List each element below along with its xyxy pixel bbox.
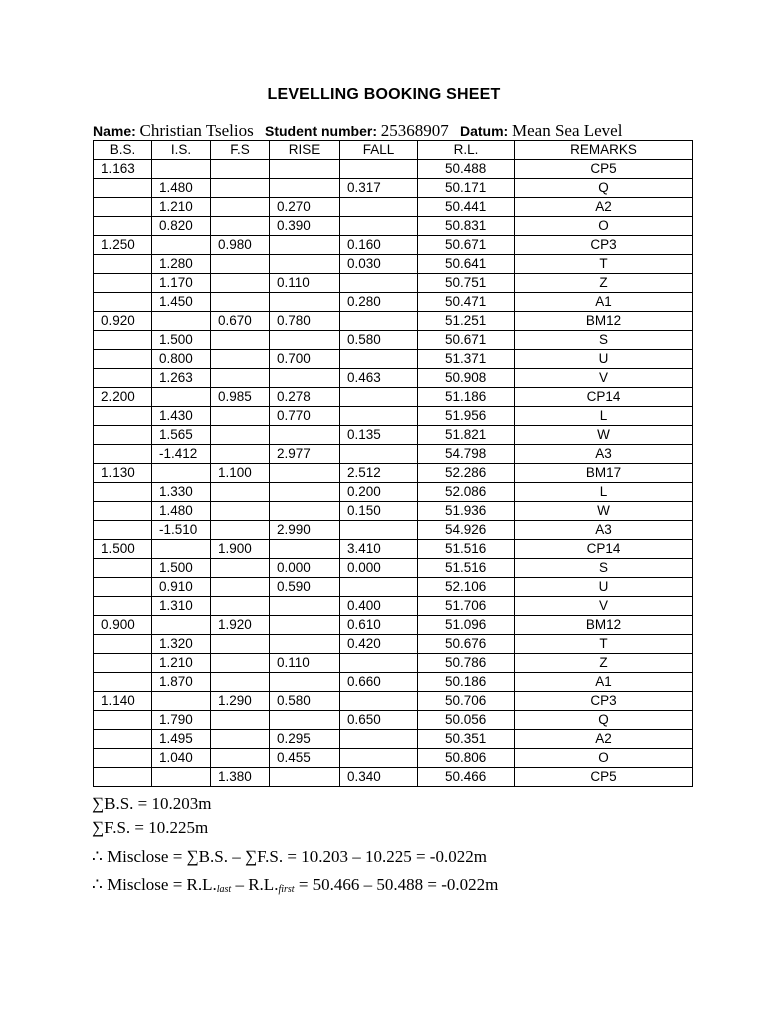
cell-fs [211, 350, 270, 369]
header-fs: F.S [211, 141, 270, 160]
cell-fall: 0.280 [340, 293, 418, 312]
cell-is: 1.170 [152, 274, 211, 293]
cell-rl: 54.798 [418, 445, 515, 464]
table-row [94, 616, 693, 635]
cell-remarks: A3 [515, 521, 693, 540]
cell-fs: 0.980 [211, 236, 270, 255]
cell-remarks: Q [515, 179, 693, 198]
cell-fs [211, 274, 270, 293]
cell-rise [270, 236, 340, 255]
cell-bs [94, 502, 152, 521]
cell-remarks: CP14 [515, 540, 693, 559]
cell-fs: 1.920 [211, 616, 270, 635]
cell-is [152, 540, 211, 559]
cell-rl: 50.831 [418, 217, 515, 236]
cell-remarks: W [515, 502, 693, 521]
cell-bs: 0.920 [94, 312, 152, 331]
cell-remarks: CP3 [515, 236, 693, 255]
cell-bs [94, 635, 152, 654]
misclose-line-1: ∴ Misclose = ∑B.S. – ∑F.S. = 10.203 – 10.225 = -0.022m [92, 847, 487, 866]
cell-is: 0.910 [152, 578, 211, 597]
cell-bs [94, 407, 152, 426]
cell-bs [94, 426, 152, 445]
cell-rise: 2.977 [270, 445, 340, 464]
cell-is: 1.320 [152, 635, 211, 654]
cell-is: 1.330 [152, 483, 211, 502]
table-row [94, 369, 693, 388]
cell-rise: 0.390 [270, 217, 340, 236]
cell-fall: 0.580 [340, 331, 418, 350]
cell-fall: 0.150 [340, 502, 418, 521]
student-info-line [93, 121, 622, 142]
cell-is: 1.263 [152, 369, 211, 388]
cell-bs [94, 521, 152, 540]
table-row [94, 711, 693, 730]
page-title: LEVELLING BOOKING SHEET [267, 86, 501, 103]
cell-is: 1.500 [152, 559, 211, 578]
table-row [94, 654, 693, 673]
cell-remarks: A3 [515, 445, 693, 464]
cell-rise [270, 160, 340, 179]
table-row [94, 350, 693, 369]
cell-rl: 54.926 [418, 521, 515, 540]
cell-is: 1.450 [152, 293, 211, 312]
header-remarks: REMARKS [515, 141, 693, 160]
cell-bs [94, 483, 152, 502]
cell-bs [94, 559, 152, 578]
cell-fall [340, 521, 418, 540]
cell-rise [270, 483, 340, 502]
sum-fs-line: ∑F.S. = 10.225m [92, 818, 209, 837]
cell-remarks: CP5 [515, 160, 693, 179]
datum-value: Mean Sea Level [511, 121, 623, 140]
cell-remarks: CP5 [515, 768, 693, 787]
cell-rise: 0.580 [270, 692, 340, 711]
cell-rise [270, 179, 340, 198]
cell-fall: 0.000 [340, 559, 418, 578]
cell-rise: 2.990 [270, 521, 340, 540]
cell-fall [340, 160, 418, 179]
cell-is: -1.412 [152, 445, 211, 464]
cell-remarks: U [515, 350, 693, 369]
cell-fall [340, 217, 418, 236]
cell-fall [340, 407, 418, 426]
header-fall: FALL [340, 141, 418, 160]
cell-bs [94, 673, 152, 692]
cell-fs [211, 483, 270, 502]
cell-fall [340, 578, 418, 597]
table-row [94, 635, 693, 654]
cell-fs [211, 635, 270, 654]
misclose-2-mid: – R.L. [231, 875, 279, 894]
cell-bs [94, 293, 152, 312]
cell-remarks: L [515, 483, 693, 502]
cell-remarks: O [515, 217, 693, 236]
table-row [94, 540, 693, 559]
cell-is: -1.510 [152, 521, 211, 540]
cell-rise [270, 673, 340, 692]
cell-fs [211, 426, 270, 445]
cell-remarks: CP3 [515, 692, 693, 711]
cell-rise [270, 711, 340, 730]
cell-rl: 50.671 [418, 331, 515, 350]
cell-is [152, 692, 211, 711]
table-row [94, 426, 693, 445]
cell-rl: 50.466 [418, 768, 515, 787]
cell-rl: 50.751 [418, 274, 515, 293]
cell-is: 1.565 [152, 426, 211, 445]
table-header-row [94, 141, 693, 160]
table-row [94, 730, 693, 749]
cell-rl: 50.676 [418, 635, 515, 654]
cell-fall: 3.410 [340, 540, 418, 559]
cell-fs: 1.290 [211, 692, 270, 711]
cell-remarks: A2 [515, 198, 693, 217]
cell-rl: 51.706 [418, 597, 515, 616]
cell-fall: 0.160 [340, 236, 418, 255]
table-row [94, 293, 693, 312]
cell-bs [94, 331, 152, 350]
table-row [94, 236, 693, 255]
cell-is: 1.280 [152, 255, 211, 274]
cell-rise: 0.770 [270, 407, 340, 426]
cell-fall [340, 730, 418, 749]
cell-rl: 50.351 [418, 730, 515, 749]
table-row [94, 160, 693, 179]
cell-fs: 1.100 [211, 464, 270, 483]
cell-rise: 0.000 [270, 559, 340, 578]
cell-is [152, 616, 211, 635]
cell-remarks: A2 [515, 730, 693, 749]
cell-fall: 0.030 [340, 255, 418, 274]
cell-bs: 2.200 [94, 388, 152, 407]
cell-remarks: T [515, 255, 693, 274]
table-row [94, 331, 693, 350]
cell-fs [211, 369, 270, 388]
cell-rl: 50.186 [418, 673, 515, 692]
misclose-2-sub-first: first [278, 884, 295, 895]
cell-rise [270, 255, 340, 274]
cell-fs [211, 730, 270, 749]
cell-bs [94, 198, 152, 217]
cell-bs [94, 654, 152, 673]
cell-rise [270, 635, 340, 654]
cell-fall [340, 312, 418, 331]
cell-fs [211, 331, 270, 350]
cell-fall: 0.610 [340, 616, 418, 635]
cell-is: 1.210 [152, 198, 211, 217]
cell-fs [211, 502, 270, 521]
cell-remarks: A1 [515, 293, 693, 312]
cell-fall [340, 749, 418, 768]
cell-remarks: V [515, 597, 693, 616]
misclose-line-2 [92, 875, 498, 895]
cell-bs [94, 179, 152, 198]
cell-rl: 51.096 [418, 616, 515, 635]
table-row [94, 388, 693, 407]
cell-bs: 1.163 [94, 160, 152, 179]
cell-fall: 0.463 [340, 369, 418, 388]
cell-bs [94, 217, 152, 236]
cell-is [152, 768, 211, 787]
cell-remarks: CP14 [515, 388, 693, 407]
cell-is: 0.800 [152, 350, 211, 369]
table-row [94, 578, 693, 597]
cell-is: 1.870 [152, 673, 211, 692]
cell-rise: 0.590 [270, 578, 340, 597]
cell-bs: 1.130 [94, 464, 152, 483]
cell-rl: 51.516 [418, 559, 515, 578]
table-row [94, 673, 693, 692]
cell-rl: 52.086 [418, 483, 515, 502]
cell-rise [270, 464, 340, 483]
cell-rl: 50.641 [418, 255, 515, 274]
cell-fs: 1.380 [211, 768, 270, 787]
cell-bs [94, 597, 152, 616]
cell-rise: 0.270 [270, 198, 340, 217]
cell-is: 1.210 [152, 654, 211, 673]
cell-fs [211, 179, 270, 198]
table-row [94, 198, 693, 217]
table-row [94, 559, 693, 578]
cell-is: 1.480 [152, 502, 211, 521]
cell-is: 1.480 [152, 179, 211, 198]
cell-fall [340, 198, 418, 217]
cell-fall [340, 692, 418, 711]
cell-fs [211, 521, 270, 540]
table-row [94, 521, 693, 540]
table-row [94, 597, 693, 616]
student-number-value: 25368907 [380, 121, 449, 140]
cell-rl: 50.908 [418, 369, 515, 388]
cell-fall [340, 350, 418, 369]
misclose-2-sub-last: last [216, 884, 232, 895]
cell-remarks: Z [515, 274, 693, 293]
cell-fs [211, 578, 270, 597]
cell-fs: 0.985 [211, 388, 270, 407]
cell-remarks: L [515, 407, 693, 426]
cell-rl: 52.286 [418, 464, 515, 483]
cell-fall [340, 654, 418, 673]
cell-fs: 0.670 [211, 312, 270, 331]
cell-rl: 51.516 [418, 540, 515, 559]
cell-fs [211, 255, 270, 274]
cell-rise: 0.700 [270, 350, 340, 369]
cell-bs [94, 711, 152, 730]
table-row [94, 274, 693, 293]
cell-fs [211, 559, 270, 578]
cell-is [152, 464, 211, 483]
cell-rise [270, 426, 340, 445]
cell-bs [94, 749, 152, 768]
cell-rise [270, 597, 340, 616]
cell-bs [94, 369, 152, 388]
table-row [94, 445, 693, 464]
cell-is: 0.820 [152, 217, 211, 236]
cell-rise [270, 331, 340, 350]
cell-rise [270, 616, 340, 635]
cell-fs [211, 597, 270, 616]
cell-rise [270, 540, 340, 559]
cell-rl: 50.471 [418, 293, 515, 312]
table-row [94, 464, 693, 483]
cell-remarks: W [515, 426, 693, 445]
cell-fs [211, 198, 270, 217]
cell-fall: 0.340 [340, 768, 418, 787]
cell-rise: 0.295 [270, 730, 340, 749]
cell-bs [94, 350, 152, 369]
cell-remarks: BM12 [515, 616, 693, 635]
cell-is: 1.500 [152, 331, 211, 350]
header-rl: R.L. [418, 141, 515, 160]
header-rise: RISE [270, 141, 340, 160]
cell-is [152, 236, 211, 255]
cell-bs [94, 255, 152, 274]
cell-rl: 50.488 [418, 160, 515, 179]
cell-is [152, 388, 211, 407]
cell-fs [211, 749, 270, 768]
table-row [94, 179, 693, 198]
cell-remarks: BM12 [515, 312, 693, 331]
cell-rise [270, 293, 340, 312]
table-body [94, 160, 693, 787]
cell-fall: 0.317 [340, 179, 418, 198]
table-row [94, 502, 693, 521]
cell-rl: 51.821 [418, 426, 515, 445]
sum-bs-line: ∑B.S. = 10.203m [92, 794, 212, 813]
cell-remarks: O [515, 749, 693, 768]
cell-fall: 0.660 [340, 673, 418, 692]
cell-is: 1.430 [152, 407, 211, 426]
cell-fs [211, 445, 270, 464]
cell-fall: 0.200 [340, 483, 418, 502]
levelling-table [93, 140, 693, 787]
cell-rl: 52.106 [418, 578, 515, 597]
cell-rise [270, 369, 340, 388]
datum-label: Datum: [460, 123, 509, 139]
cell-fs [211, 293, 270, 312]
name-label: Name: [93, 123, 136, 139]
cell-rl: 50.786 [418, 654, 515, 673]
cell-rl: 50.671 [418, 236, 515, 255]
misclose-2-suffix: = 50.466 – 50.488 = -0.022m [294, 875, 499, 894]
cell-remarks: Q [515, 711, 693, 730]
cell-is [152, 160, 211, 179]
cell-remarks: A1 [515, 673, 693, 692]
cell-fs [211, 217, 270, 236]
cell-rl: 50.706 [418, 692, 515, 711]
cell-rl: 51.186 [418, 388, 515, 407]
cell-rise [270, 502, 340, 521]
cell-remarks: Z [515, 654, 693, 673]
cell-rl: 51.251 [418, 312, 515, 331]
cell-fall [340, 388, 418, 407]
cell-rise: 0.455 [270, 749, 340, 768]
cell-fall: 0.420 [340, 635, 418, 654]
cell-is: 1.310 [152, 597, 211, 616]
cell-rise: 0.780 [270, 312, 340, 331]
cell-fs [211, 407, 270, 426]
student-number-label: Student number: [265, 123, 377, 139]
table-row [94, 255, 693, 274]
cell-rl: 50.806 [418, 749, 515, 768]
cell-bs: 1.140 [94, 692, 152, 711]
cell-is [152, 312, 211, 331]
cell-rise: 0.110 [270, 654, 340, 673]
table-row [94, 312, 693, 331]
cell-is: 1.495 [152, 730, 211, 749]
cell-fs [211, 160, 270, 179]
cell-fs [211, 711, 270, 730]
cell-rl: 50.056 [418, 711, 515, 730]
table-row [94, 768, 693, 787]
cell-remarks: S [515, 559, 693, 578]
cell-fall: 2.512 [340, 464, 418, 483]
cell-fs [211, 654, 270, 673]
table-row [94, 483, 693, 502]
cell-remarks: BM17 [515, 464, 693, 483]
name-value: Christian Tselios [139, 121, 254, 140]
cell-bs [94, 578, 152, 597]
cell-bs [94, 768, 152, 787]
cell-rl: 51.936 [418, 502, 515, 521]
cell-rl: 50.171 [418, 179, 515, 198]
cell-bs: 1.250 [94, 236, 152, 255]
cell-fall: 0.400 [340, 597, 418, 616]
cell-remarks: S [515, 331, 693, 350]
cell-rl: 51.371 [418, 350, 515, 369]
cell-bs [94, 445, 152, 464]
cell-fall [340, 274, 418, 293]
cell-is: 1.040 [152, 749, 211, 768]
cell-rise [270, 768, 340, 787]
cell-rl: 50.441 [418, 198, 515, 217]
cell-fs [211, 673, 270, 692]
cell-fs: 1.900 [211, 540, 270, 559]
header-is: I.S. [152, 141, 211, 160]
table-row [94, 692, 693, 711]
cell-rise: 0.278 [270, 388, 340, 407]
cell-rl: 51.956 [418, 407, 515, 426]
cell-rise: 0.110 [270, 274, 340, 293]
cell-remarks: T [515, 635, 693, 654]
cell-fall: 0.650 [340, 711, 418, 730]
cell-remarks: V [515, 369, 693, 388]
misclose-2-prefix: ∴ Misclose = R.L. [92, 875, 217, 894]
cell-fall [340, 445, 418, 464]
cell-fall: 0.135 [340, 426, 418, 445]
cell-bs [94, 730, 152, 749]
cell-bs: 0.900 [94, 616, 152, 635]
table-row [94, 749, 693, 768]
cell-is: 1.790 [152, 711, 211, 730]
cell-bs: 1.500 [94, 540, 152, 559]
table-row [94, 217, 693, 236]
header-bs: B.S. [94, 141, 152, 160]
table-row [94, 407, 693, 426]
cell-bs [94, 274, 152, 293]
cell-remarks: U [515, 578, 693, 597]
